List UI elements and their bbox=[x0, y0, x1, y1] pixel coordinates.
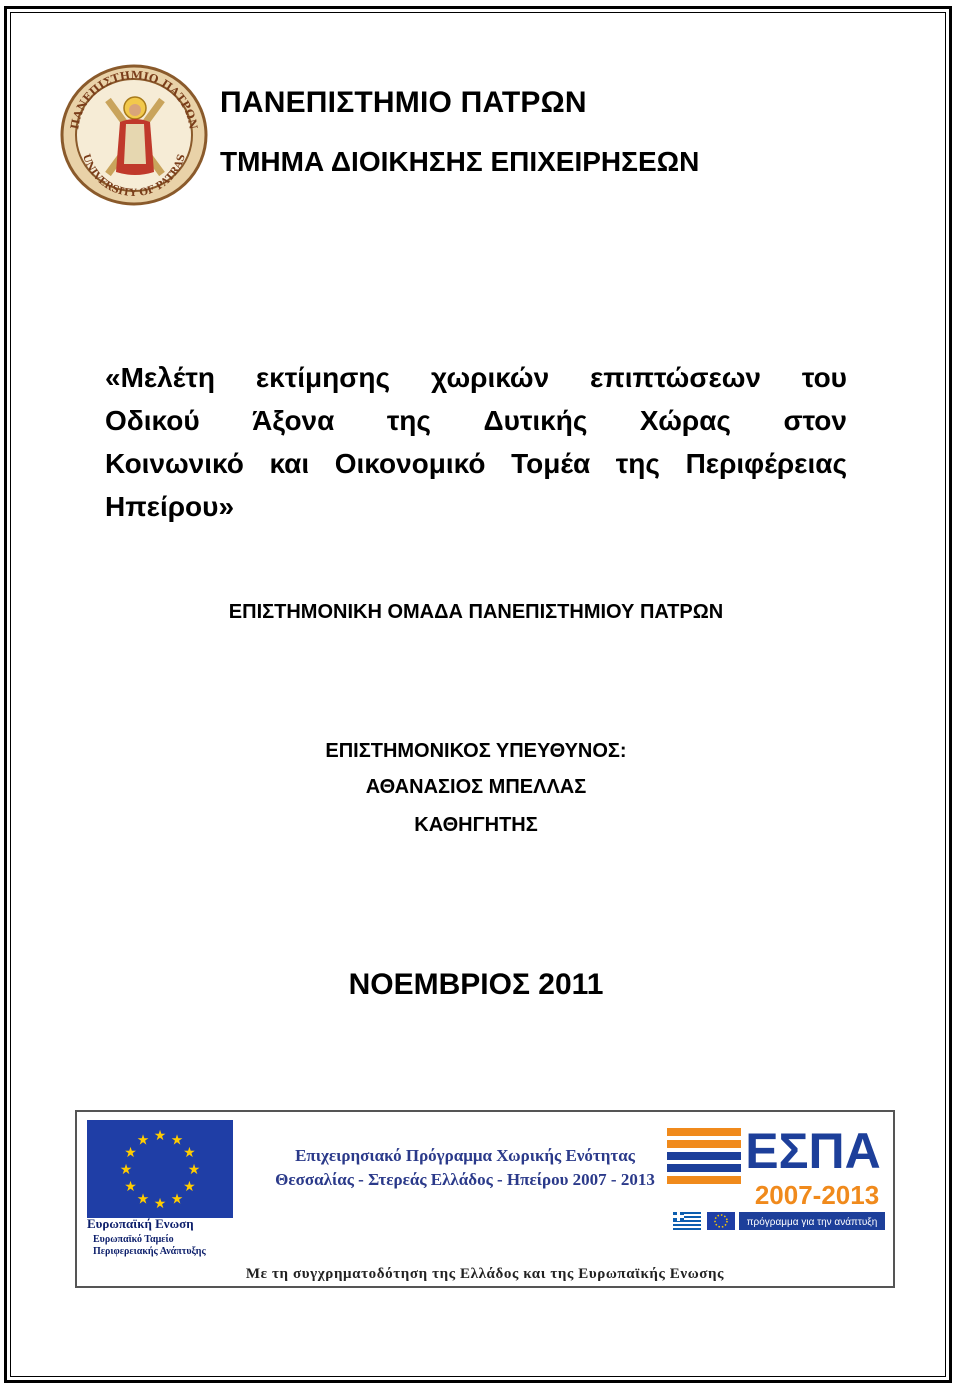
funding-banner bbox=[75, 1110, 895, 1288]
department-name: ΤΜΗΜΑ ΔΙΟΙΚΗΣΗΣ ΕΠΙΧΕΙΡΗΣΕΩΝ bbox=[220, 146, 700, 177]
study-title-line-1 bbox=[105, 362, 847, 394]
greek-flag-icon bbox=[673, 1212, 701, 1230]
university-name: ΠΑΝΕΠΙΣΤΗΜΙΟ ΠΑΤΡΩΝ bbox=[220, 86, 587, 119]
title-word: Δυτικής bbox=[483, 405, 588, 436]
eu-star-icon: ★ bbox=[136, 1131, 150, 1148]
program-title-line-1: Επιχειρησιακό Πρόγραμμα Χωρικής Ενότητας bbox=[295, 1146, 635, 1165]
espa-years: 2007-2013 bbox=[754, 1180, 880, 1210]
title-word: Κοινωνικό bbox=[105, 448, 244, 479]
title-word: Τομέα bbox=[511, 448, 591, 479]
title-word: του bbox=[801, 362, 847, 393]
seal-text-top: ΠΑΝΕΠΙΣΤΗΜΙΟ ΠΑΤΡΩΝ bbox=[68, 68, 200, 131]
title-word: εκτίμησης bbox=[255, 362, 391, 393]
eu-star-icon: ★ bbox=[124, 1144, 137, 1160]
eu-fund-line-1: Ευρωπαϊκό Ταμείο bbox=[93, 1234, 174, 1245]
espa-slogan: πρόγραμμα για την ανάπτυξη bbox=[746, 1217, 878, 1228]
title-word: Οικονομικό bbox=[334, 448, 486, 479]
title-word: Οδικού bbox=[105, 405, 200, 436]
title-word: της bbox=[615, 448, 660, 479]
eu-mini-flag-icon bbox=[707, 1212, 735, 1230]
title-word: «Μελέτη bbox=[105, 362, 215, 393]
title-word: και bbox=[269, 448, 310, 479]
eu-star-icon: ★ bbox=[183, 1144, 196, 1160]
espa-logo-icon bbox=[667, 1120, 889, 1232]
eu-fund-line-2: Περιφερειακής Ανάπτυξης bbox=[93, 1246, 206, 1257]
title-word: Χώρας bbox=[639, 405, 731, 436]
title-word: Ηπείρου» bbox=[105, 491, 235, 522]
seal-text-bottom: UNIVERSITY OF PATRAS bbox=[80, 152, 188, 200]
eu-star-icon: ★ bbox=[136, 1190, 150, 1207]
research-team: ΕΠΙΣΤΗΜΟΝΙΚΗ ΟΜΑΔΑ ΠΑΝΕΠΙΣΤΗΜΙΟΥ ΠΑΤΡΩΝ bbox=[228, 601, 724, 623]
cofunding-statement: Με τη συγχρηματοδότηση της Ελλάδος και της Ευρωπαϊκής Ενωσης bbox=[245, 1266, 725, 1282]
title-word: της bbox=[386, 405, 431, 436]
study-title-line-2 bbox=[105, 405, 847, 437]
eu-flag-icon bbox=[87, 1120, 233, 1218]
university-seal-icon bbox=[60, 64, 208, 206]
eu-name: Ευρωπαϊκή Ενωση bbox=[87, 1216, 194, 1231]
title-word: Περιφέρειας bbox=[685, 448, 847, 479]
eu-star-icon: ★ bbox=[124, 1178, 137, 1194]
title-word: Άξονα bbox=[252, 405, 335, 436]
eu-star-icon: ★ bbox=[170, 1190, 184, 1207]
scientific-responsible-name: ΑΘΑΝΑΣΙΟΣ ΜΠΕΛΛΑΣ bbox=[365, 776, 587, 798]
publication-date: ΝΟΕΜΒΡΙΟΣ 2011 bbox=[348, 968, 604, 1001]
eu-star-icon: ★ bbox=[119, 1161, 133, 1177]
espa-name: ΕΣΠΑ bbox=[745, 1123, 881, 1179]
program-title-line-2: Θεσσαλίας - Στερεάς Ελλάδος - Ηπείρου 2007 - 2013 bbox=[275, 1170, 655, 1189]
scientific-responsible-label: ΕΠΙΣΤΗΜΟΝΙΚΟΣ ΥΠΕΥΘΥΝΟΣ: bbox=[325, 740, 627, 762]
title-word: στον bbox=[783, 405, 847, 436]
study-title-line-3 bbox=[105, 448, 847, 480]
scientific-responsible-rank: ΚΑΘΗΓΗΤΗΣ bbox=[414, 814, 538, 836]
eu-star-icon: ★ bbox=[153, 1195, 167, 1211]
eu-star-icon: ★ bbox=[170, 1131, 184, 1148]
title-word: επιπτώσεων bbox=[590, 362, 761, 393]
study-title-line-4 bbox=[105, 491, 847, 523]
eu-star-icon: ★ bbox=[183, 1178, 196, 1194]
eu-star-icon: ★ bbox=[187, 1161, 201, 1177]
eu-star-icon: ★ bbox=[153, 1127, 167, 1143]
title-word: χωρικών bbox=[430, 362, 550, 393]
